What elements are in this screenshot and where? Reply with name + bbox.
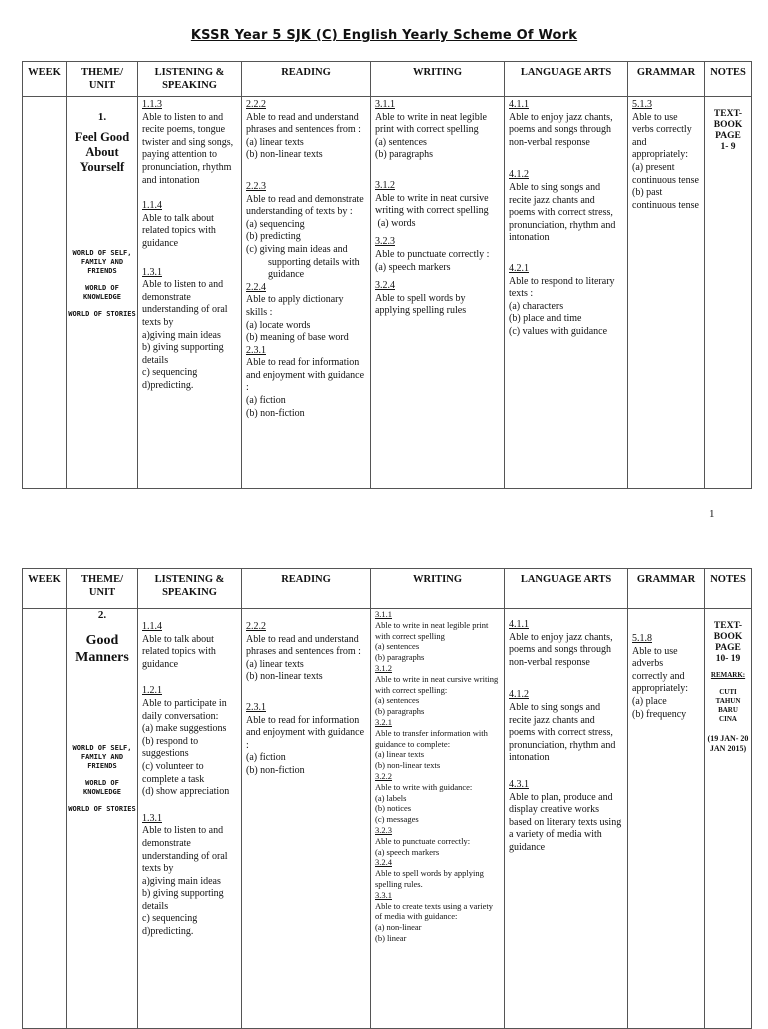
remark-date: (19 JAN- 20 JAN 2015)	[707, 734, 749, 753]
skill-item: (b) meaning of base word	[246, 332, 349, 344]
skill-item: (b) paragraphs	[375, 706, 425, 717]
world-label: WORLD OF SELF, FAMILY AND FRIENDS	[72, 248, 132, 275]
skill-item: (c) giving main ideas and supporting details with guidance	[246, 243, 360, 281]
header-reading: READING	[242, 62, 371, 97]
skill-text: Able to listen to and demonstrate understanding of oral texts by	[142, 279, 228, 328]
skill-item: (a) linear texts	[246, 136, 304, 148]
skill-text: Able to spell words by applying spelling rules	[375, 292, 467, 317]
listening-cell	[138, 609, 242, 1029]
skill-code: 3.2.3	[375, 236, 395, 248]
skill-block	[509, 779, 623, 855]
remark-line: CINA	[719, 715, 737, 723]
unit-name: Good Manners	[75, 632, 129, 665]
remark-label: REMARK:	[710, 671, 746, 679]
skill-item: b) giving supporting details	[142, 888, 224, 912]
remark-line: BARU	[718, 706, 738, 714]
skill-block	[375, 717, 500, 771]
skill-text: Able to use verbs correctly and appropriately:	[632, 111, 692, 161]
skill-code: 5.1.8	[632, 633, 652, 644]
skill-code: 3.1.1	[375, 99, 395, 110]
skill-item: (a) words	[375, 217, 416, 229]
skill-block	[509, 619, 623, 669]
header-grammar: GRAMMAR	[628, 62, 705, 97]
world-label: WORLD OF STORIES	[68, 309, 136, 318]
unit-number: 1.	[97, 111, 107, 123]
skill-block	[375, 857, 500, 889]
skill-text: Able to plan, produce and display creative works based on literary texts using a variety of media with guidance	[509, 791, 622, 853]
skill-text: Able to sing songs and recite jazz chants and poems with correct stress, pronunciation, rhythm and intonation	[509, 701, 616, 764]
unit-name: Feel Good About Yourself	[74, 129, 130, 174]
skill-code: 5.1.3	[632, 99, 652, 110]
skill-block	[375, 609, 500, 663]
header-week: WEEK	[23, 62, 67, 97]
skill-item: (b) predicting	[246, 231, 301, 243]
skill-code: 4.1.1	[509, 619, 529, 630]
week-cell	[23, 609, 67, 1029]
table-row	[23, 609, 752, 1029]
skill-block	[246, 282, 366, 345]
skill-text: Able to enjoy jazz chants, poems and songs through non-verbal response	[509, 111, 613, 148]
skill-text: Able to respond to literary texts :	[509, 275, 615, 300]
skill-text: Able to sing songs and recite jazz chants and poems with correct stress, pronunciation, rhythm and intonation	[509, 181, 616, 244]
skill-block	[509, 99, 623, 149]
skill-item: (b) paragraphs	[375, 652, 425, 663]
skill-text: Able to read and understand phrases and sentences from :	[246, 111, 361, 136]
skill-text: Able to apply dictionary skills :	[246, 294, 344, 318]
skill-block	[246, 99, 366, 162]
skill-code: 3.3.1	[375, 889, 392, 900]
header-theme: THEME/ UNIT	[67, 569, 138, 609]
skill-block	[375, 236, 500, 274]
remark-line: TAHUN	[715, 697, 741, 705]
skill-code: 4.3.1	[509, 778, 529, 790]
skill-block	[246, 621, 366, 684]
skill-text: Able to read and demonstrate understanding of texts by :	[246, 193, 364, 218]
skill-item: (a) non-linear	[375, 922, 422, 933]
skill-code: 2.3.1	[246, 344, 266, 356]
listening-cell	[138, 97, 242, 489]
document-title: KSSR Year 5 SJK (C) English Yearly Scheme Of Work	[190, 28, 578, 43]
skill-item: c) sequencing	[142, 913, 198, 925]
skill-text: Able to create texts using a variety of media with guidance:	[375, 900, 494, 922]
skill-block	[246, 345, 366, 421]
world-label: WORLD OF KNOWLEDGE	[83, 778, 121, 796]
reading-cell	[242, 97, 371, 489]
skill-text: Able to read and understand phrases and sentences from :	[246, 633, 361, 658]
theme-cell	[67, 609, 138, 1029]
world-label: WORLD OF KNOWLEDGE	[83, 283, 121, 301]
skill-block	[375, 890, 500, 944]
skill-code: 3.2.1	[375, 716, 392, 727]
grammar-cell	[628, 609, 705, 1029]
skill-item: (b) frequency	[632, 708, 687, 720]
skill-code: 1.2.1	[142, 685, 162, 697]
notes-line: 10- 19	[715, 654, 741, 664]
skill-text: Able to write in neat legible print with correct spelling	[375, 111, 487, 136]
skill-code: 1.3.1	[142, 266, 162, 278]
grammar-cell	[628, 97, 705, 489]
notes-line: PAGE	[715, 131, 741, 141]
skill-code: 4.2.1	[509, 262, 529, 274]
header-language-arts: LANGUAGE ARTS	[505, 569, 628, 609]
skill-block	[142, 621, 237, 671]
skill-item: d)predicting.	[142, 926, 194, 938]
skill-block	[509, 169, 623, 245]
skill-item: a)giving main ideas	[142, 875, 221, 887]
header-writing: WRITING	[371, 569, 505, 609]
skill-item: (b) past continuous tense	[632, 187, 699, 211]
skill-code: 2.2.2	[246, 621, 266, 632]
skill-text: Able to talk about related topics with guidance	[142, 633, 216, 670]
header-theme: THEME/ UNIT	[67, 62, 138, 97]
skill-code: 3.2.3	[375, 824, 392, 835]
skill-block	[142, 685, 237, 798]
skill-item: (b) respond to suggestions	[142, 735, 199, 760]
skill-text: Able to write in neat legible print with correct spelling	[375, 619, 489, 641]
header-language-arts: LANGUAGE ARTS	[505, 62, 628, 97]
skill-item: (d) show appreciation	[142, 786, 230, 798]
skill-text: Able to transfer information with guidance to complete:	[375, 727, 488, 749]
header-listening: LISTENING & SPEAKING	[138, 569, 242, 609]
scheme-table-unit-2	[22, 568, 752, 1029]
skill-item: (b) non-linear texts	[246, 149, 323, 161]
skill-item: (b) place and time	[509, 313, 582, 325]
skill-text: Able to read for information and enjoyment with guidance :	[246, 357, 365, 394]
world-label: WORLD OF SELF, FAMILY AND FRIENDS	[72, 743, 132, 770]
header-writing: WRITING	[371, 62, 505, 97]
week-cell	[23, 97, 67, 489]
skill-code: 3.1.1	[375, 609, 392, 619]
skill-block	[375, 99, 500, 162]
skill-code: 2.2.4	[246, 281, 266, 293]
theme-cell	[67, 97, 138, 489]
skill-text: Able to read for information and enjoyment with guidance :	[246, 714, 365, 751]
skill-item: (b) paragraphs	[375, 149, 434, 161]
header-week: WEEK	[23, 569, 67, 609]
skill-item: (c) messages	[375, 814, 419, 825]
skill-item: (b) linear	[375, 932, 407, 943]
skill-item: (b) non-linear texts	[246, 671, 323, 683]
skill-code: 1.1.3	[142, 99, 162, 110]
skill-item: (a) locate words	[246, 319, 311, 331]
skill-block	[142, 813, 237, 939]
skill-item: b) giving supporting details	[142, 342, 224, 366]
skill-code: 1.1.4	[142, 200, 162, 212]
skill-item: (a) characters	[509, 300, 564, 312]
skill-text: Able to listen to and recite poems, tongue twister and sing songs, paying attention to pronunciation, rhythm and intonation	[142, 111, 234, 186]
skill-item: (b) non-linear texts	[375, 760, 441, 771]
table-row	[23, 97, 752, 489]
header-notes: NOTES	[705, 569, 752, 609]
notes-line: PAGE	[715, 643, 741, 653]
scheme-table-unit-1	[22, 61, 752, 489]
skill-block	[142, 99, 237, 187]
skill-code: 2.2.2	[246, 99, 266, 110]
skill-code: 4.1.2	[509, 689, 529, 701]
skill-block	[246, 181, 366, 282]
skill-code: 4.1.1	[509, 99, 529, 110]
unit-number: 2.	[97, 609, 107, 621]
skill-item: (a) speech markers	[375, 846, 440, 857]
skill-text: Able to enjoy jazz chants, poems and songs through non-verbal response	[509, 631, 613, 668]
skill-code: 2.3.1	[246, 701, 266, 713]
skill-item: a)giving main ideas	[142, 329, 221, 341]
skill-item: (a) fiction	[246, 752, 286, 764]
skill-item: (a) make suggestions	[142, 723, 227, 735]
skill-text: Able to participate in daily conversation:	[142, 697, 227, 722]
skill-item: (a) fiction	[246, 395, 286, 407]
skill-item: (b) notices	[375, 803, 412, 814]
language-arts-cell	[505, 97, 628, 489]
notes-line: BOOK	[713, 632, 743, 642]
skill-item: (a) sentences	[375, 641, 420, 652]
writing-cell	[371, 609, 505, 1029]
skill-text: Able to use adverbs correctly and appropriately:	[632, 645, 689, 695]
header-listening: LISTENING & SPEAKING	[138, 62, 242, 97]
header-reading: READING	[242, 569, 371, 609]
skill-text: Able to punctuate correctly:	[375, 835, 471, 846]
skill-block	[246, 702, 366, 778]
skill-item: (a) labels	[375, 792, 407, 803]
skill-block	[142, 267, 237, 393]
skill-item: (c) values with guidance	[509, 325, 608, 337]
skill-text: Able to write in neat cursive writing with correct spelling:	[375, 673, 499, 695]
skill-item: (a) speech markers	[375, 261, 451, 273]
reading-cell	[242, 609, 371, 1029]
skill-block	[509, 263, 623, 339]
skill-block	[375, 280, 500, 318]
skill-block	[375, 180, 500, 230]
skill-item: (a) sequencing	[246, 218, 305, 230]
notes-cell	[705, 97, 752, 489]
skill-item: (b) non-fiction	[246, 764, 305, 776]
skill-block	[375, 825, 500, 857]
skill-code: 3.1.2	[375, 662, 392, 673]
world-label: WORLD OF STORIES	[68, 804, 136, 813]
skill-code: 1.3.1	[142, 812, 162, 824]
skill-item: (c) volunteer to complete a task	[142, 760, 205, 785]
skill-item: (a) present continuous tense	[632, 161, 699, 186]
skill-item: d)predicting.	[142, 379, 194, 391]
skill-code: 3.2.4	[375, 280, 395, 292]
skill-block	[632, 99, 700, 212]
notes-cell	[705, 609, 752, 1029]
skill-block	[509, 689, 623, 765]
page-number: 1	[709, 508, 715, 520]
skill-item: (a) sentences	[375, 136, 427, 148]
skill-item: (a) linear texts	[375, 749, 425, 760]
skill-code: 3.1.2	[375, 179, 395, 191]
skill-text: Able to punctuate correctly :	[375, 248, 490, 260]
skill-block	[142, 200, 237, 250]
skill-code: 3.2.4	[375, 857, 392, 868]
skill-block	[375, 771, 500, 825]
skill-item: (a) place	[632, 695, 667, 707]
skill-text: Able to listen to and demonstrate understanding of oral texts by	[142, 825, 228, 875]
header-grammar: GRAMMAR	[628, 569, 705, 609]
skill-item: (a) sentences	[375, 695, 420, 706]
language-arts-cell	[505, 609, 628, 1029]
skill-code: 4.1.2	[509, 169, 529, 181]
skill-code: 2.2.3	[246, 180, 266, 192]
skill-item: c) sequencing	[142, 367, 198, 379]
writing-cell	[371, 97, 505, 489]
skill-text: Able to talk about related topics with guidance	[142, 212, 216, 249]
skill-item: (a) linear texts	[246, 658, 304, 670]
skill-text: Able to write with guidance:	[375, 781, 473, 792]
notes-line: TEXT-	[713, 109, 743, 119]
remark-line: CUTI	[719, 688, 737, 696]
skill-code: 1.1.4	[142, 621, 162, 632]
table-header-row	[23, 62, 752, 97]
notes-line: TEXT-	[713, 621, 743, 631]
table-header-row	[23, 569, 752, 609]
skill-item: (b) non-fiction	[246, 407, 305, 419]
notes-line: BOOK	[713, 120, 743, 130]
skill-text: Able to spell words by applying spelling rules.	[375, 868, 484, 889]
notes-line: 1- 9	[720, 142, 736, 152]
skill-text: Able to write in neat cursive writing with correct spelling	[375, 192, 489, 217]
skill-block	[632, 633, 700, 721]
header-notes: NOTES	[705, 62, 752, 97]
skill-code: 3.2.2	[375, 770, 392, 781]
skill-block	[375, 663, 500, 717]
